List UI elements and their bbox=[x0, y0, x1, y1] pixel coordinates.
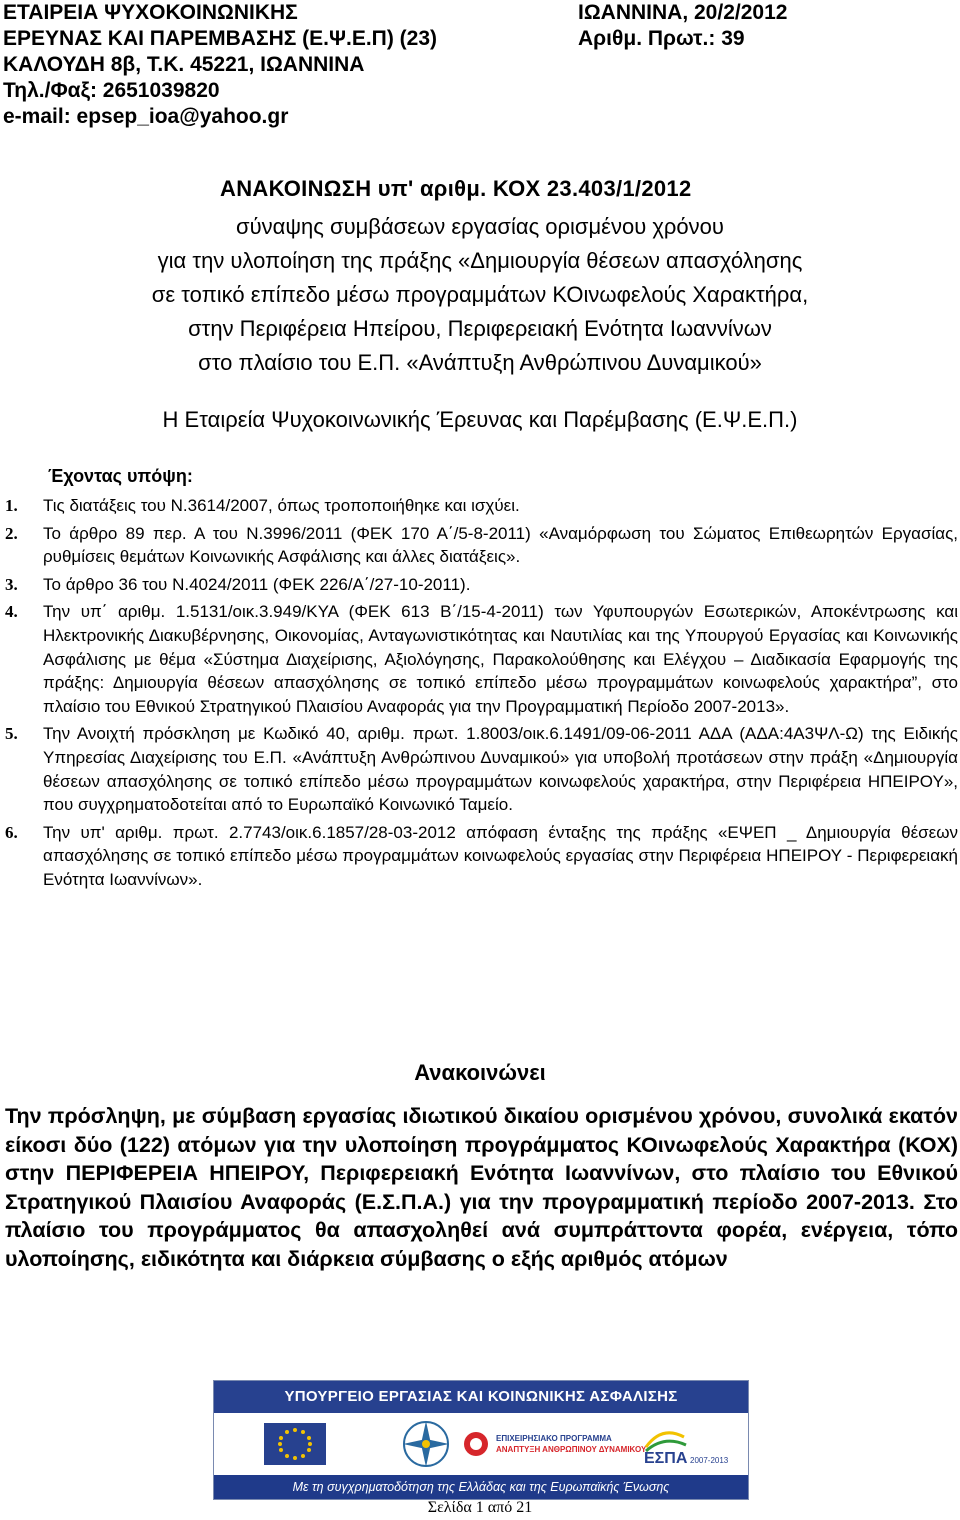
list-item-text: Την υπ' αριθμ. πρωτ. 2.7743/οικ.6.1857/28-03-2012 απόφαση ένταξης της πράξης «ΕΨΕΠ _ Δημιουργία θέσεων απασχόλησης σε τοπικό επίπεδο μέσω προγραμμάτων κοινωφελούς εργασίας στην Περιφέρεια ΗΠΕΙΡΟΥ - Περιφερειακή Ενότητα Ιωαννίνων». bbox=[43, 822, 958, 889]
organization-header bbox=[3, 0, 437, 130]
org-name-line1: ΕΤΑΙΡΕΙΑ ΨΥΧΟΚΟΙΝΩΝΙΚΗΣ bbox=[3, 1, 298, 24]
list-item-number: 2. bbox=[5, 523, 18, 543]
list-item-number: 3. bbox=[5, 574, 18, 594]
announces-heading: Ανακοινώνει bbox=[414, 1060, 546, 1085]
espa-label: ΕΣΠΑ bbox=[644, 1450, 688, 1467]
announces-body: Την πρόσληψη, με σύμβαση εργασίας ιδιωτικού δικαίου ορισμένου χρόνου, συνολικά εκατόν είκοσι δύο (122) ατόμων για την υλοποίηση προγράμματος ΚΟινωφελούς Χαρακτήρα (ΚΟΧ) στην ΠΕΡΙΦΕΡΕΙΑ ΗΠΕΙΡΟΥ, Περιφερειακή Ενότητα Ιωαννίνων, στο πλαίσιο του Εθνικού Στρατηγικού Πλαισίου Αναφοράς (Ε.Σ.Π.Α.) για την προγραμματική περίοδο 2007-2013. Στο πλαίσιο του προγράμματος θα απασχοληθεί ανά συμπράττοντα φορέα, ενέργεια, τόπο υλοποίησης, ειδικότητα και διάρκεια σύμβασης ο εξής αριθμός ατόμων bbox=[5, 1104, 958, 1271]
list-item-text: Την υπ΄ αριθμ. 1.5131/οικ.3.949/ΚΥΑ (ΦΕΚ 613 Β΄/15-4-2011) των Υφυπουργών Εσωτερικών, Αποκέντρωσης και Ηλεκτρονικής Διακυβέρνησης, Οικονομίας, Ανταγωνιστικότητας και Ναυτιλίας και της Υπουργού Εργασίας και Κοινωνικής Ασφάλισης με θέμα «Σύστημα Διαχείρισης, Αξιολόγησης, Παρακολούθησης και Ελέγχου – Διαδικασία Εφαρμογής της πράξης: Δημιουργία θέσεων απασχόλησης σε τοπικό επίπεδο μέσω προγραμμάτων κοινωφελούς χαρακτήρα”, στο πλαίσιο του Εθνικού Στρατηγικού Πλαισίου Αναφοράς για την Προγραμματική Περίοδο 2007-2013». bbox=[43, 602, 958, 716]
funding-note: Με τη συγχρηματοδότηση της Ελλάδας και της Ευρωπαϊκής Ένωσης bbox=[214, 1475, 748, 1499]
org-phone: Τηλ./Φαξ: 2651039820 bbox=[3, 79, 220, 102]
list-item-text: Την Ανοιχτή πρόσκληση με Κωδικό 40, αριθμ. πρωτ. 1.8003/οικ.6.1491/09-06-2011 ΑΔΑ (ΑΔΑ:4Α3ΨΛ-Ω) της Ειδικής Υπηρεσίας Διαχείρισης του Ε.Π. «Ανάπτυξη Ανθρώπινου Δυναμικού» για υποβολή προτάσεων στην πράξη «Δημιουργία θέσεων απασχόλησης σε τοπικό επίπεδο μέσω προγραμμάτων κοινωφελούς χαρακτήρα, στην Περιφέρεια ΗΠΕΙΡΟΥ», που συγχρηματοδοτείται από το Ευρωπαϊκό Κοινωνικό Ταμείο. bbox=[43, 724, 958, 815]
list-item-number: 1. bbox=[5, 496, 18, 515]
list-item-number: 6. bbox=[5, 822, 18, 842]
list-item bbox=[5, 494, 958, 518]
org-address: ΚΑΛΟΥΔΗ 8β, Τ.Κ. 45221, ΙΩΑΝΝΙΝΑ bbox=[3, 53, 365, 76]
program-name-line2: ΑΝΑΠΤΥΞΗ ΑΝΘΡΩΠΙΝΟΥ ΔΥΝΑΜΙΚΟΥ bbox=[496, 1445, 647, 1454]
list-item-number: 5. bbox=[5, 724, 18, 744]
list-item-text: Τις διατάξεις του Ν.3614/2007, όπως τροποποιήθηκε και ισχύει. bbox=[43, 496, 520, 515]
list-item bbox=[5, 600, 958, 718]
title-line: για την υλοποίηση της πράξης «Δημιουργία θέσεων απασχόλησης bbox=[157, 248, 803, 273]
logos-strip bbox=[214, 1415, 748, 1473]
announcement-title bbox=[0, 210, 960, 380]
title-line: σύναψης συμβάσεων εργασίας ορισμένου χρόνου bbox=[236, 214, 724, 239]
ministry-title: ΥΠΟΥΡΓΕΙΟ ΕΡΓΑΣΙΑΣ ΚΑΙ ΚΟΙΝΩΝΙΚΗΣ ΑΣΦΑΛΙΣΗΣ bbox=[214, 1381, 748, 1413]
title-line: στο πλαίσιο του Ε.Π. «Ανάπτυξη Ανθρώπινου Δυναμικού» bbox=[198, 350, 762, 375]
program-name-line1: ΕΠΙΧΕΙΡΗΣΙΑΚΟ ΠΡΟΓΡΑΜΜΑ bbox=[496, 1434, 612, 1443]
org-email: e-mail: epsep_ioa@yahoo.gr bbox=[3, 105, 289, 128]
list-item-text: Το άρθρο 89 περ. Α του Ν.3996/2011 (ΦΕΚ 170 Α΄/5-8-2011) «Αναμόρφωση του Σώματος Επιθεωρητών Εργασίας, ρυθμίσεις θεμάτων Κοινωνικής Ασφάλισης και άλλες διατάξεις». bbox=[43, 523, 958, 567]
compass-emblem-icon bbox=[403, 1421, 449, 1467]
program-logo-icon bbox=[464, 1432, 488, 1456]
espa-years: 2007-2013 bbox=[690, 1456, 729, 1465]
list-item bbox=[5, 522, 958, 569]
page-number: Σελίδα 1 από 21 bbox=[427, 1499, 533, 1516]
funding-logo-banner bbox=[213, 1380, 749, 1500]
date-protocol-block bbox=[578, 0, 787, 52]
title-line: σε τοπικό επίπεδο μέσω προγραμμάτων ΚΟινωφελούς Χαρακτήρα, bbox=[151, 282, 809, 307]
list-item bbox=[5, 573, 958, 597]
company-line: Η Εταιρεία Ψυχοκοινωνικής Έρευνας και Παρέμβασης (Ε.Ψ.Ε.Π.) bbox=[162, 407, 798, 432]
title-line: στην Περιφέρεια Ηπείρου, Περιφερειακή Ενότητα Ιωαννίνων bbox=[188, 316, 772, 341]
eu-flag-icon bbox=[264, 1423, 326, 1465]
list-item bbox=[5, 722, 958, 816]
list-item-number: 4. bbox=[5, 602, 18, 622]
list-item bbox=[5, 821, 958, 892]
announcement-number: ΑΝΑΚΟΙΝΩΣΗ υπ' αριθμ. ΚΟΧ 23.403/1/2012 bbox=[220, 176, 692, 201]
considering-list bbox=[5, 494, 958, 896]
considering-label: Έχοντας υπόψη: bbox=[48, 466, 193, 486]
list-item-text: Το άρθρο 36 του Ν.4024/2011 (ΦΕΚ 226/Α΄/27-10-2011). bbox=[43, 574, 471, 594]
place-date: ΙΩΑΝΝΙΝΑ, 20/2/2012 bbox=[578, 1, 788, 24]
protocol-number: Αριθμ. Πρωτ.: 39 bbox=[578, 27, 745, 50]
espa-logo-icon bbox=[646, 1433, 686, 1451]
org-name-line2: ΕΡΕΥΝΑΣ ΚΑΙ ΠΑΡΕΜΒΑΣΗΣ (Ε.Ψ.Ε.Π) (23) bbox=[3, 27, 438, 50]
